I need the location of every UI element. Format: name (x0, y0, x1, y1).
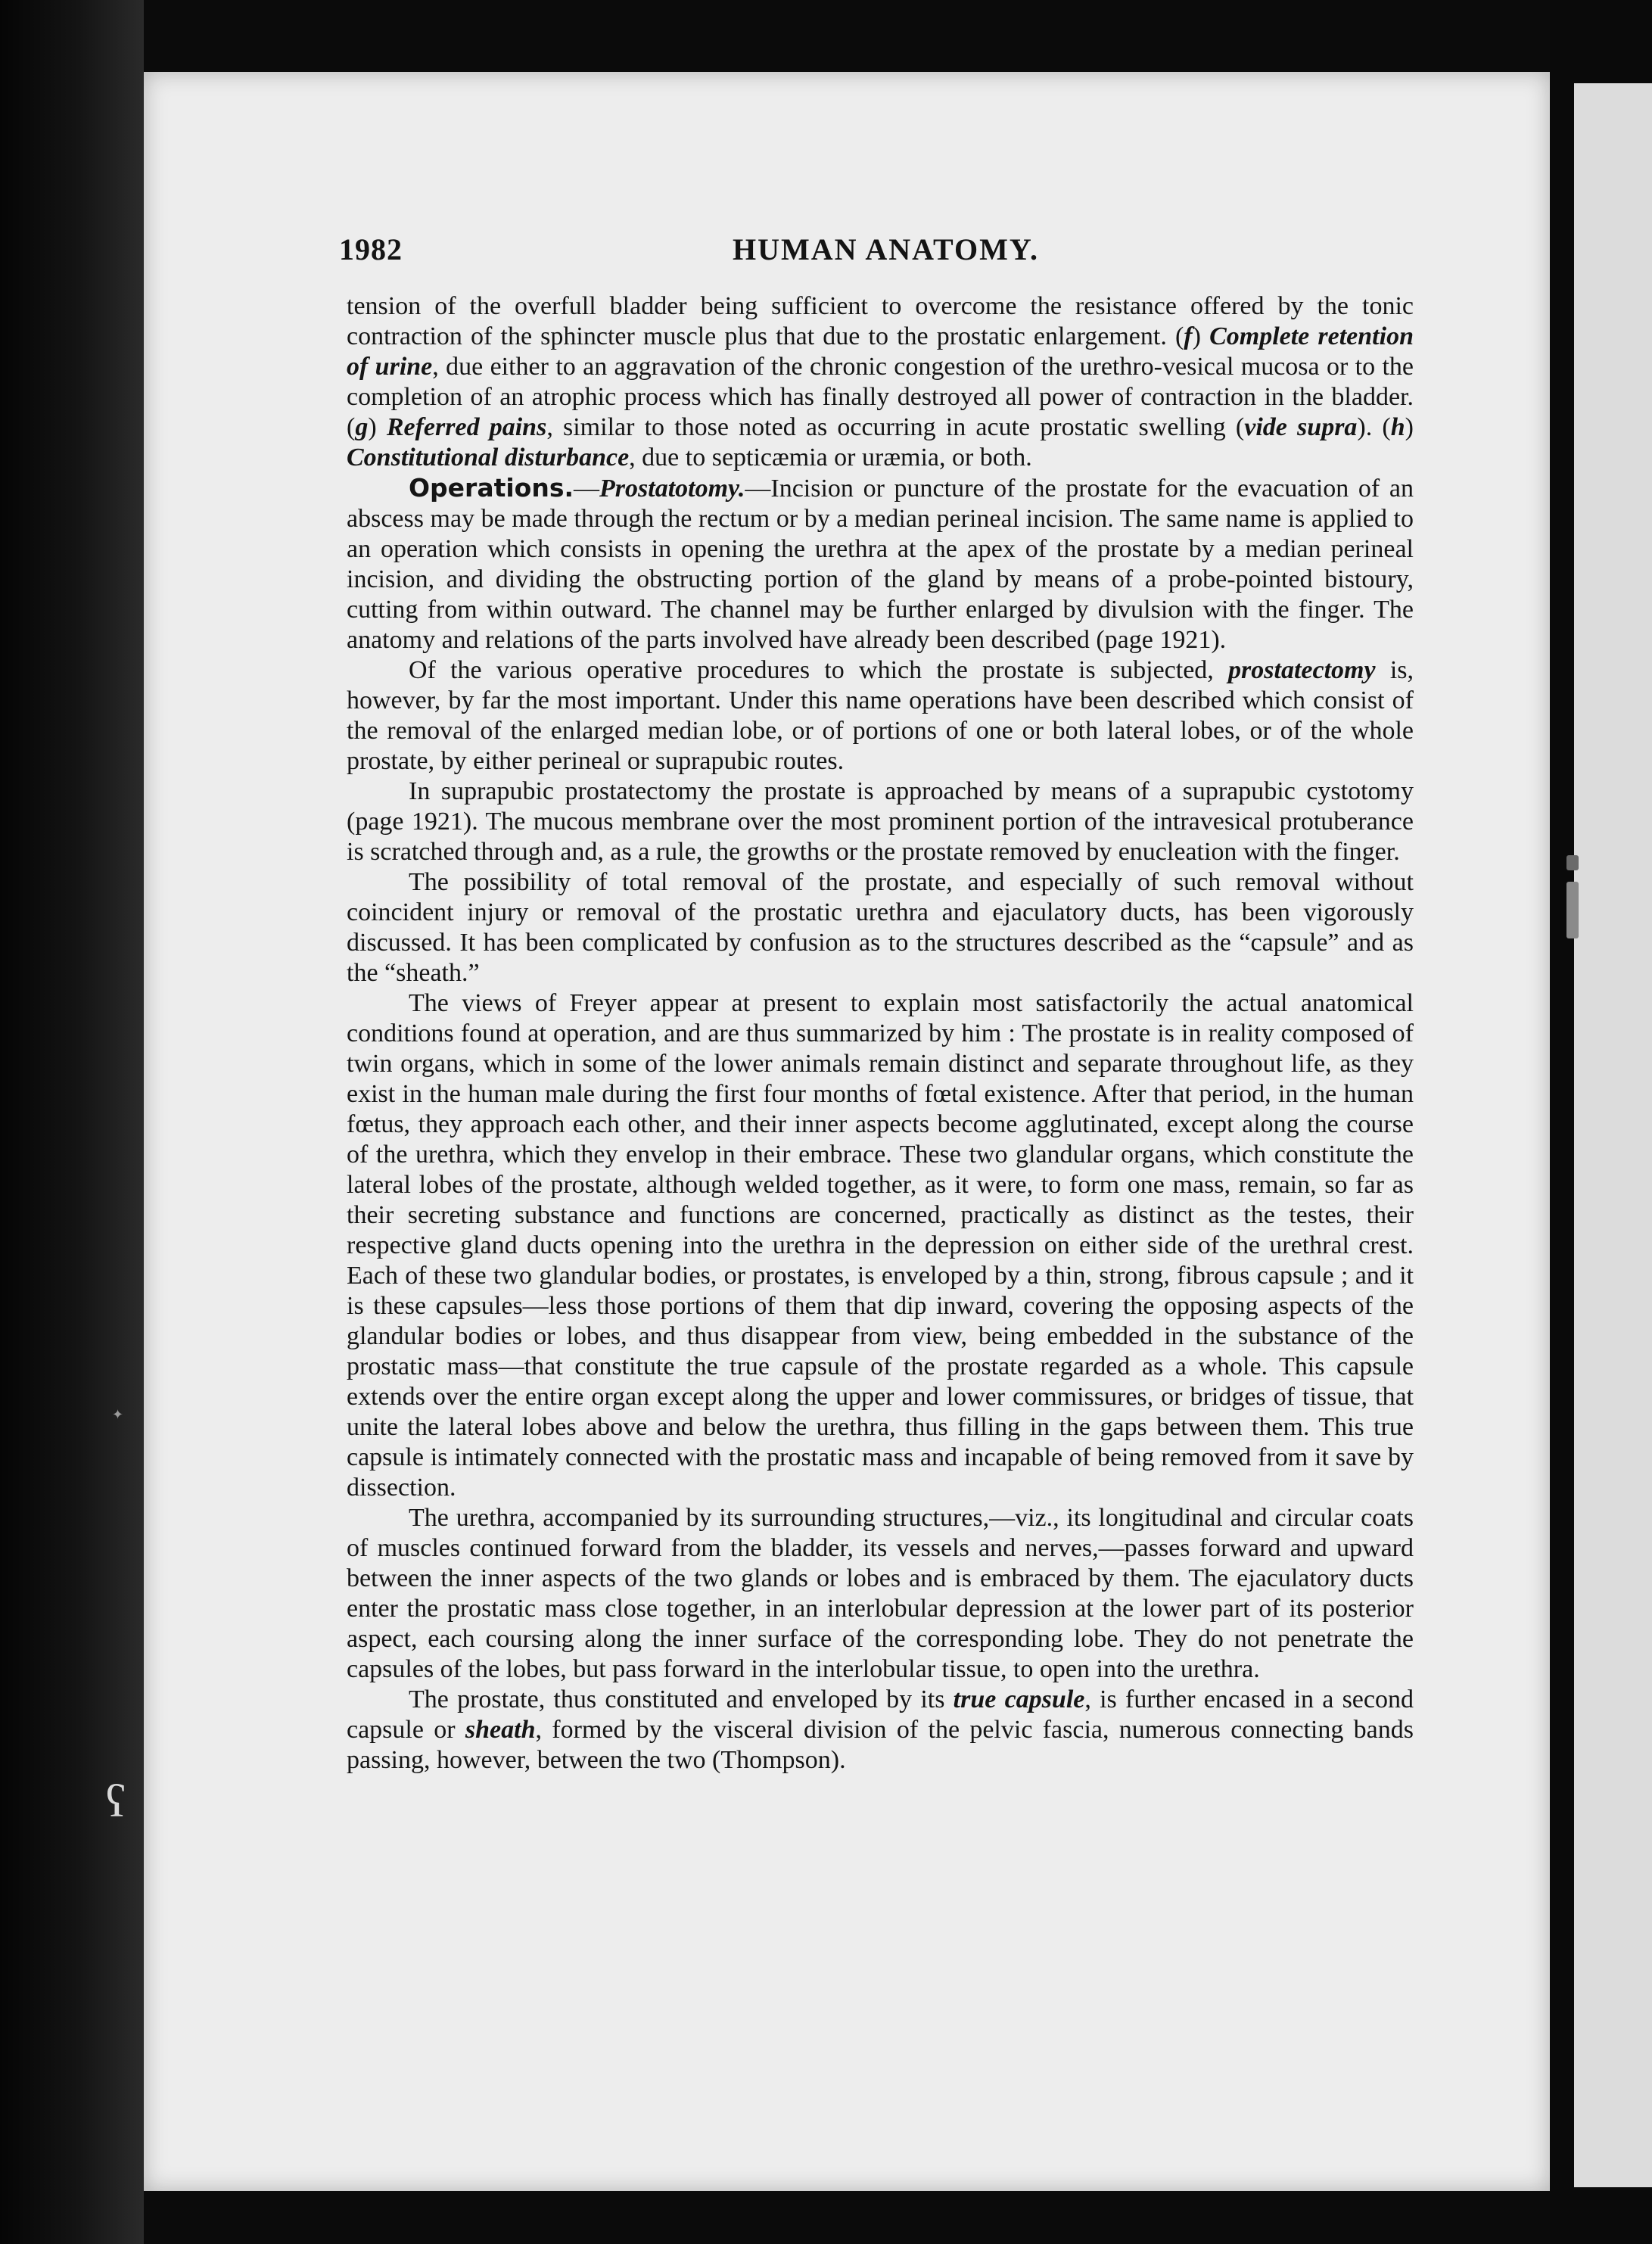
page-header (339, 232, 1414, 269)
text-run: ) (1405, 413, 1414, 441)
italic-term: f (1184, 322, 1193, 350)
margin-bracket-mark: ʕ (106, 1776, 126, 1826)
paragraph (347, 655, 1414, 777)
body-text (347, 291, 1414, 1776)
text-run: ) (368, 413, 387, 441)
italic-term: Prostatotomy. (599, 475, 745, 503)
italic-term: h (1390, 413, 1405, 441)
text-run: is, however, by far the most important. Under this name operations have been described which consist of the removal of the enlarged median lobe, or of portions of one or both lateral lobes, or of the whole prostate, by either perineal or suprapubic routes. (347, 656, 1414, 775)
text-run: ). ( (1357, 413, 1391, 441)
page-edge-mark (1566, 882, 1579, 938)
paragraph (347, 473, 1414, 655)
paragraph (347, 988, 1414, 1503)
section-heading: Operations. (409, 473, 574, 503)
italic-term: true capsule (953, 1685, 1085, 1713)
text-run: , due to septicæmia or uræmia, or both. (629, 444, 1032, 472)
text-run: Of the various operative procedures to which the prostate is subjected, (409, 656, 1229, 684)
text-run: In suprapubic prostatectomy the prostate is approached by means of a suprapubic cystotomy (page 1921). The mucous membrane over the most prominent portion of the intravesical protuberance is scratched through and, as a rule, the growths or the prostate removed by enucleation with the finger. (347, 777, 1414, 866)
paragraph (347, 291, 1414, 473)
text-run: The views of Freyer appear at present to explain most satisfactorily the actual anatomical conditions found at operation, and are thus summarized by him : The prostate is in reality composed of twin organs, which in some of the lower animals remain distinct and separate throughout life, as they exist in the human male during the first four months of fœtal existence. After that period, in the human fœtus, they approach each other, and their inner aspects become agglutinated, except along the course of the urethra, which they envelop in their embrace. These two glandular organs, which constitute the lateral lobes of the prostate, although welded together, as it were, to form one mass, remain, so far as their secreting substance and functions are concerned, practically as distinct as the testes, their respective gland ducts opening into the urethra in the depression on either side of the urethral crest. Each of these two glandular bodies, or prostates, is enveloped by a thin, strong, fibrous capsule ; and it is these capsules—less those portions of them that dip inward, covering the opposing aspects of the glandular bodies or lobes, and thus disappear from view, being embedded in the substance of the prostatic mass—that constitute the true capsule of the prostate regarded as a whole. This capsule extends over the entire organ except along the upper and lower commissures, or bridges of tissue, that unite the lateral lobes above and below the urethra, thus filling in the gaps between them. This true capsule is intimately connected with the prostatic mass and incapable of being removed from it save by dissection. (347, 989, 1414, 1502)
page-edge-mark (1566, 855, 1579, 870)
italic-term: Referred pains (386, 413, 547, 441)
paragraph (347, 1503, 1414, 1685)
text-run: ) (1192, 322, 1210, 350)
italic-term: Constitutional disturbance (347, 444, 630, 472)
text-run: , due either to an aggravation of the chronic congestion of the urethro-vesical mucosa or to the completion of an atrophic process which has finally destroyed all power of contraction in the bladder. ( (347, 353, 1414, 441)
text-run: , similar to those noted as occurring in acute prostatic swelling ( (546, 413, 1245, 441)
running-title: HUMAN ANATOMY. (733, 232, 1040, 266)
italic-term: vide supra (1244, 413, 1358, 441)
margin-speck: ✦ (112, 1407, 124, 1422)
text-run: — (574, 475, 600, 503)
paragraph (347, 777, 1414, 867)
italic-term: g (355, 413, 369, 441)
italic-term: prostatectomy (1228, 656, 1376, 684)
text-run: The prostate, thus constituted and enveloped by its (409, 1685, 954, 1713)
italic-term: sheath (465, 1716, 536, 1744)
adjacent-page-edge (1574, 83, 1652, 2187)
text-run: The possibility of total removal of the prostate, and especially of such removal without coincident injury or removal of the prostatic urethra and ejaculatory ducts, has been vigorously discussed. It has been complicated by confusion as to the structures described as the “capsule” and as the “sheath.” (347, 868, 1414, 987)
text-run: The urethra, accompanied by its surrounding structures,—viz., its longitudinal and circular coats of muscles continued forward from the bladder, its vessels and nerves,—passes forward and upward between the inner aspects of the two glands or lobes and is embraced by them. The ejaculatory ducts enter the prostatic mass close together, in an interlobular depression at the lower part of its posterior aspect, each coursing along the inner surface of the corresponding lobe. They do not penetrate the capsules of the lobes, but pass forward in the interlobular tissue, to open into the urethra. (347, 1504, 1414, 1683)
paragraph (347, 1685, 1414, 1776)
italic-term: Complete retention of urine (347, 322, 1414, 381)
text-run: —Incision or puncture of the prostate for the evacuation of an abscess may be made through the rectum or by a median perineal incision. The same name is applied to an operation which consists in opening the urethra at the apex of the prostate by a median perineal incision, and dividing the obstructing portion of the gland by means of a probe-pointed bistoury, cutting from within outward. The channel may be further enlarged by divulsion with the finger. The anatomy and relations of the parts involved have already been described (page 1921). (347, 475, 1414, 654)
text-run: , is further encased in a second capsule or (347, 1685, 1414, 1744)
paragraph (347, 867, 1414, 988)
text-run: tension of the overfull bladder being sufficient to overcome the resistance offered by the tonic contraction of the sphincter muscle plus that due to the prostatic enlargement. ( (347, 292, 1414, 350)
text-run: , formed by the visceral division of the pelvic fascia, numerous connecting bands passing, however, between the two (Thompson). (347, 1716, 1414, 1774)
scan-dark-margin-left (0, 0, 144, 2244)
page-number: 1982 (339, 232, 403, 266)
